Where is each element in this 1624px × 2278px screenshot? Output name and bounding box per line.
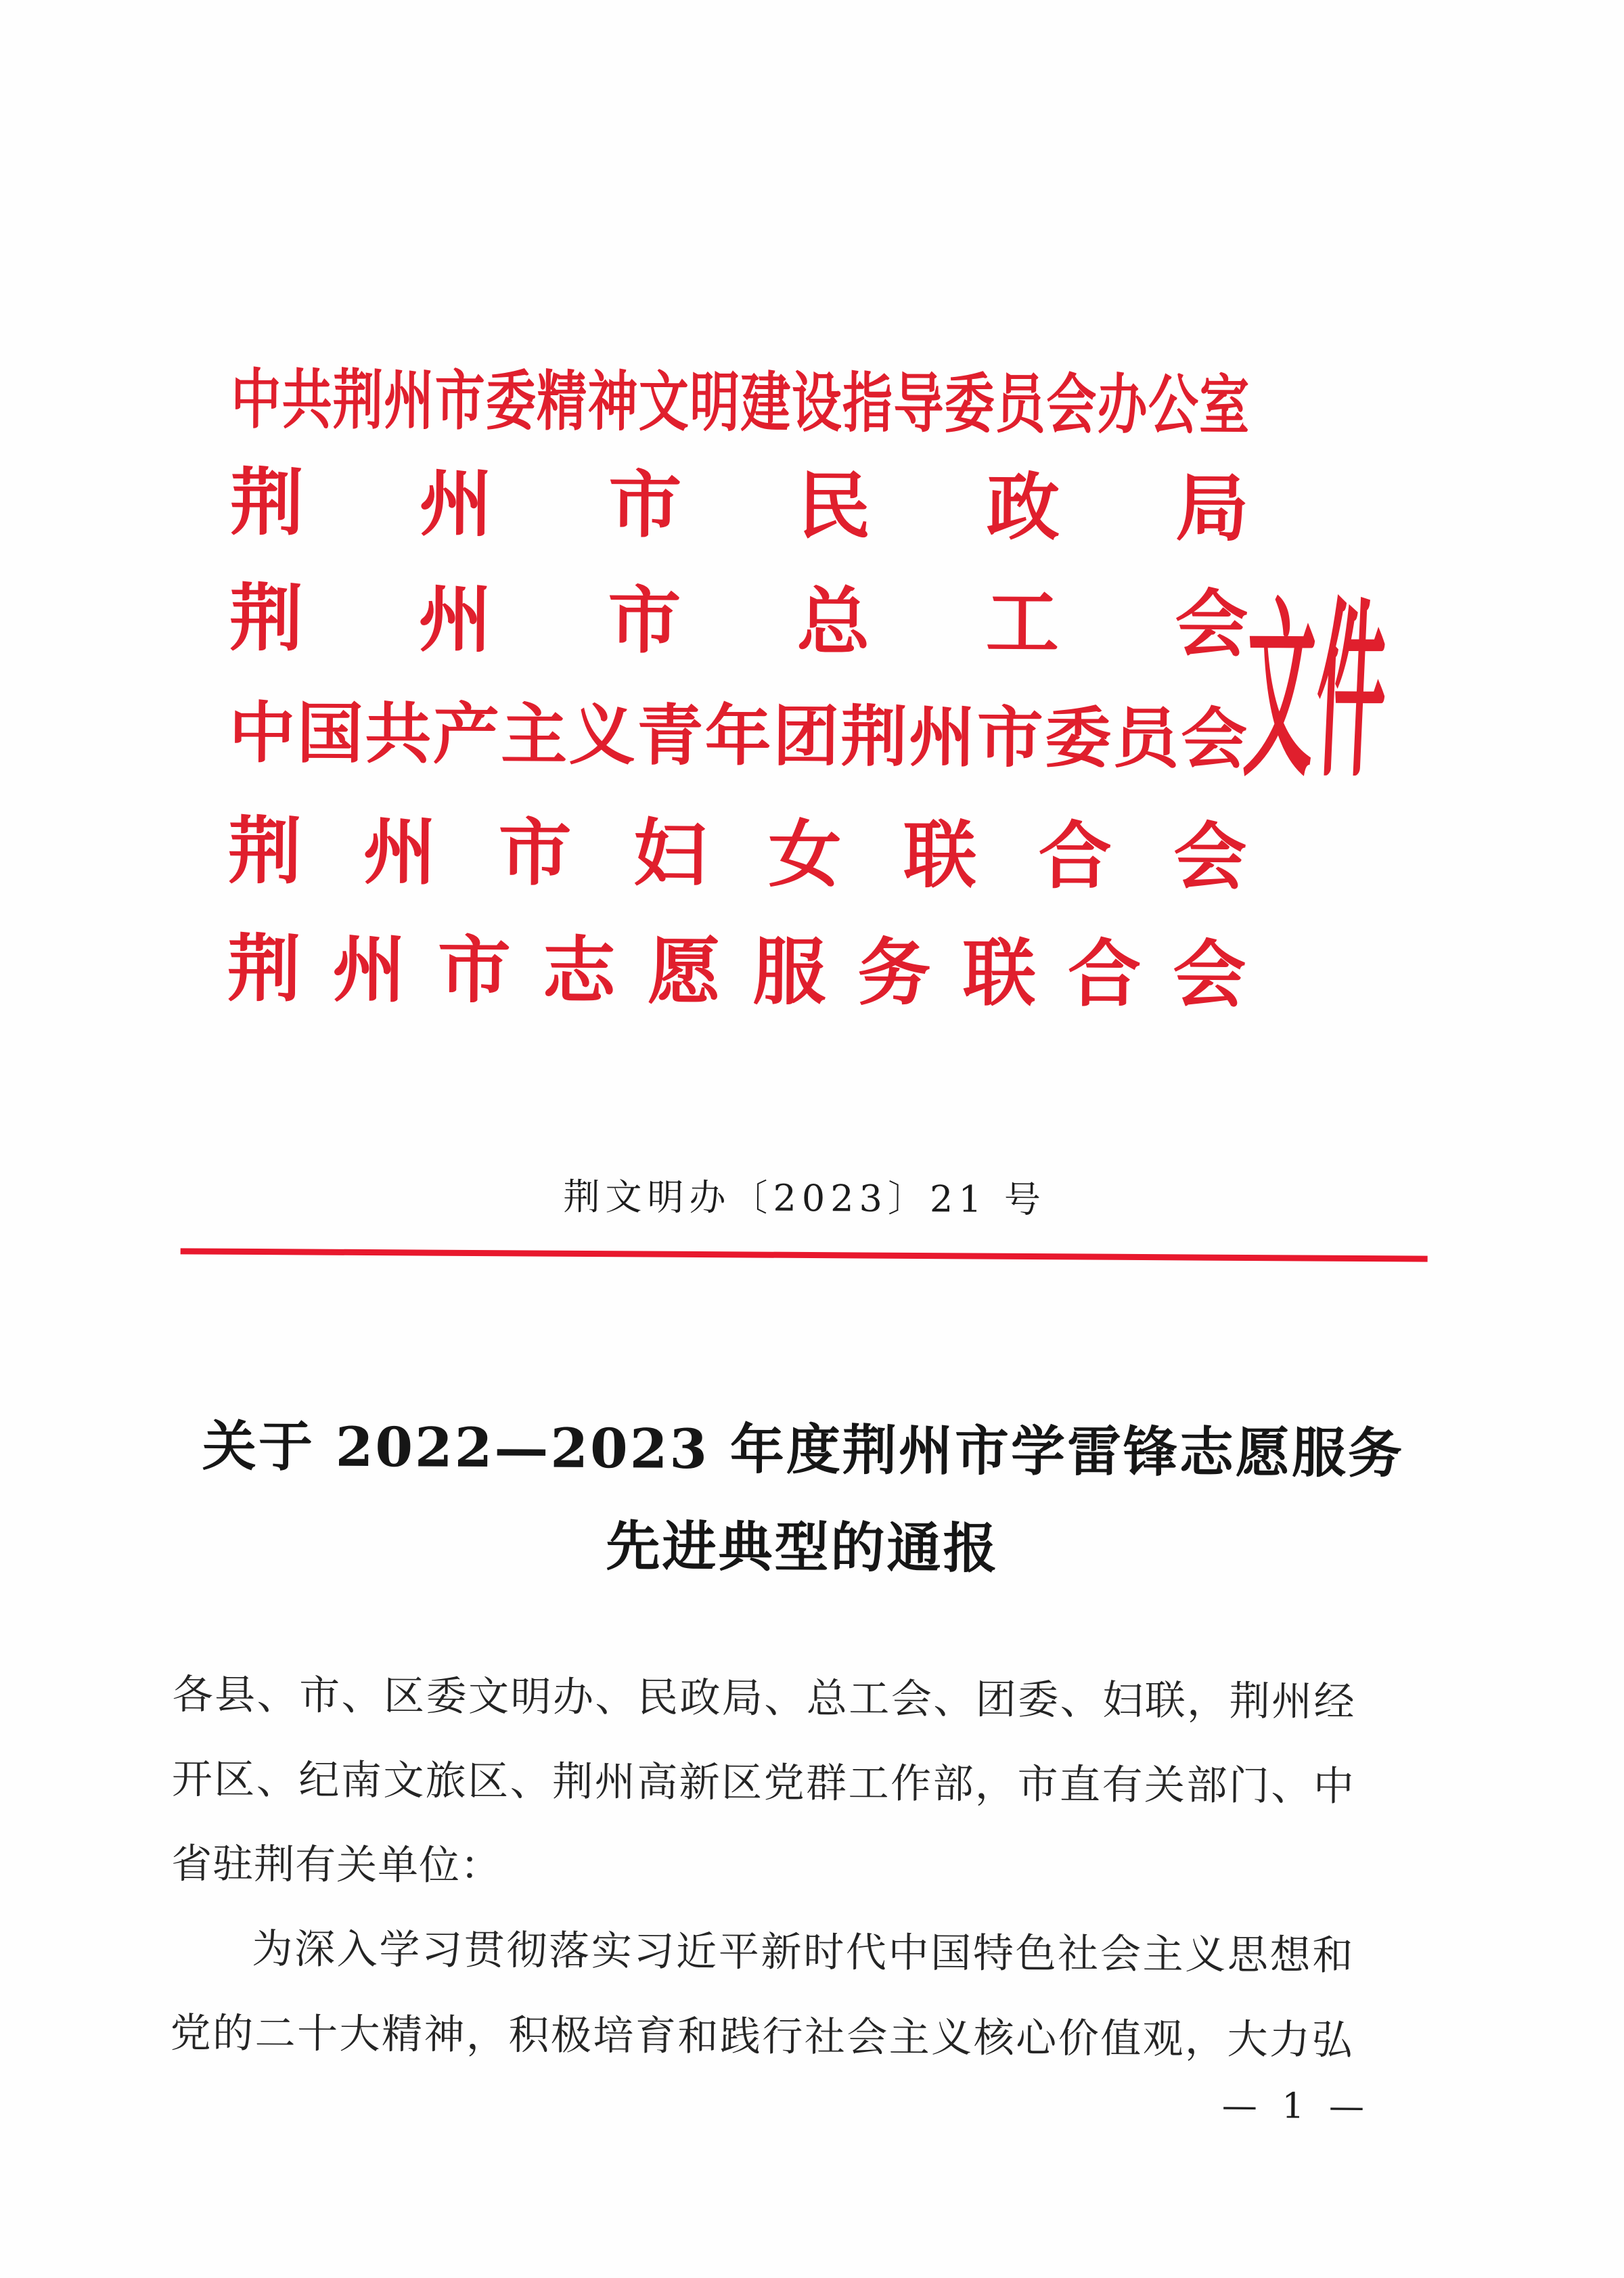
document-title-line2: 先进典型的通报 bbox=[606, 1514, 999, 1580]
letterhead-org-youth-league: 中 国 共 产 主 义 青 年 团 荆 州 市 委 员 会 bbox=[229, 694, 1248, 778]
document-title-line1: 关于 2022—2023 年度荆州市学雷锋志愿服务 bbox=[202, 1414, 1405, 1486]
letterhead-org-womens-federation: 荆 州 市 妇 女 联 合 会 bbox=[227, 809, 1247, 900]
body-line-recipients-2: 开区、纪南文旅区、荆州高新区党群工作部，市直有关部门、中 bbox=[171, 1756, 1355, 1810]
letterhead bbox=[227, 0, 1252, 1018]
letterhead-org-civilization-office: 中 共 荆 州 市 委 精 神 文 明 建 设 指 导 委 员 会 办 公 室 bbox=[231, 361, 1250, 444]
letterhead-document-suffix: 文件 bbox=[1240, 582, 1393, 805]
letterhead-org-civil-affairs-bureau: 荆 州 市 民 政 局 bbox=[230, 460, 1249, 552]
page-number: — 1 — bbox=[1221, 2085, 1372, 2128]
letterhead-org-trade-union: 荆 州 市 总 工 会 bbox=[229, 576, 1248, 667]
document-number: 荆文明办〔2023〕21 号 bbox=[563, 1175, 1047, 1222]
body-text bbox=[170, 1653, 1355, 2083]
body-line-recipients-1: 各县、市、区委文明办、民政局、总工会、团委、妇联，荆州经 bbox=[172, 1671, 1355, 1726]
body-line-paragraph-2: 党的二十大精神，积极培育和践行社会主义核心价值观，大力弘 bbox=[170, 2009, 1353, 2064]
red-divider-rule bbox=[181, 1248, 1428, 1261]
body-line-recipients-3: 省驻荆有关单位： bbox=[171, 1840, 502, 1890]
letterhead-org-volunteer-federation: 荆 州 市 志 愿 服 务 联 合 会 bbox=[227, 926, 1246, 1018]
body-line-paragraph-1: 为深入学习贯彻落实习近平新时代中国特色社会主义思想和 bbox=[252, 1925, 1354, 1980]
